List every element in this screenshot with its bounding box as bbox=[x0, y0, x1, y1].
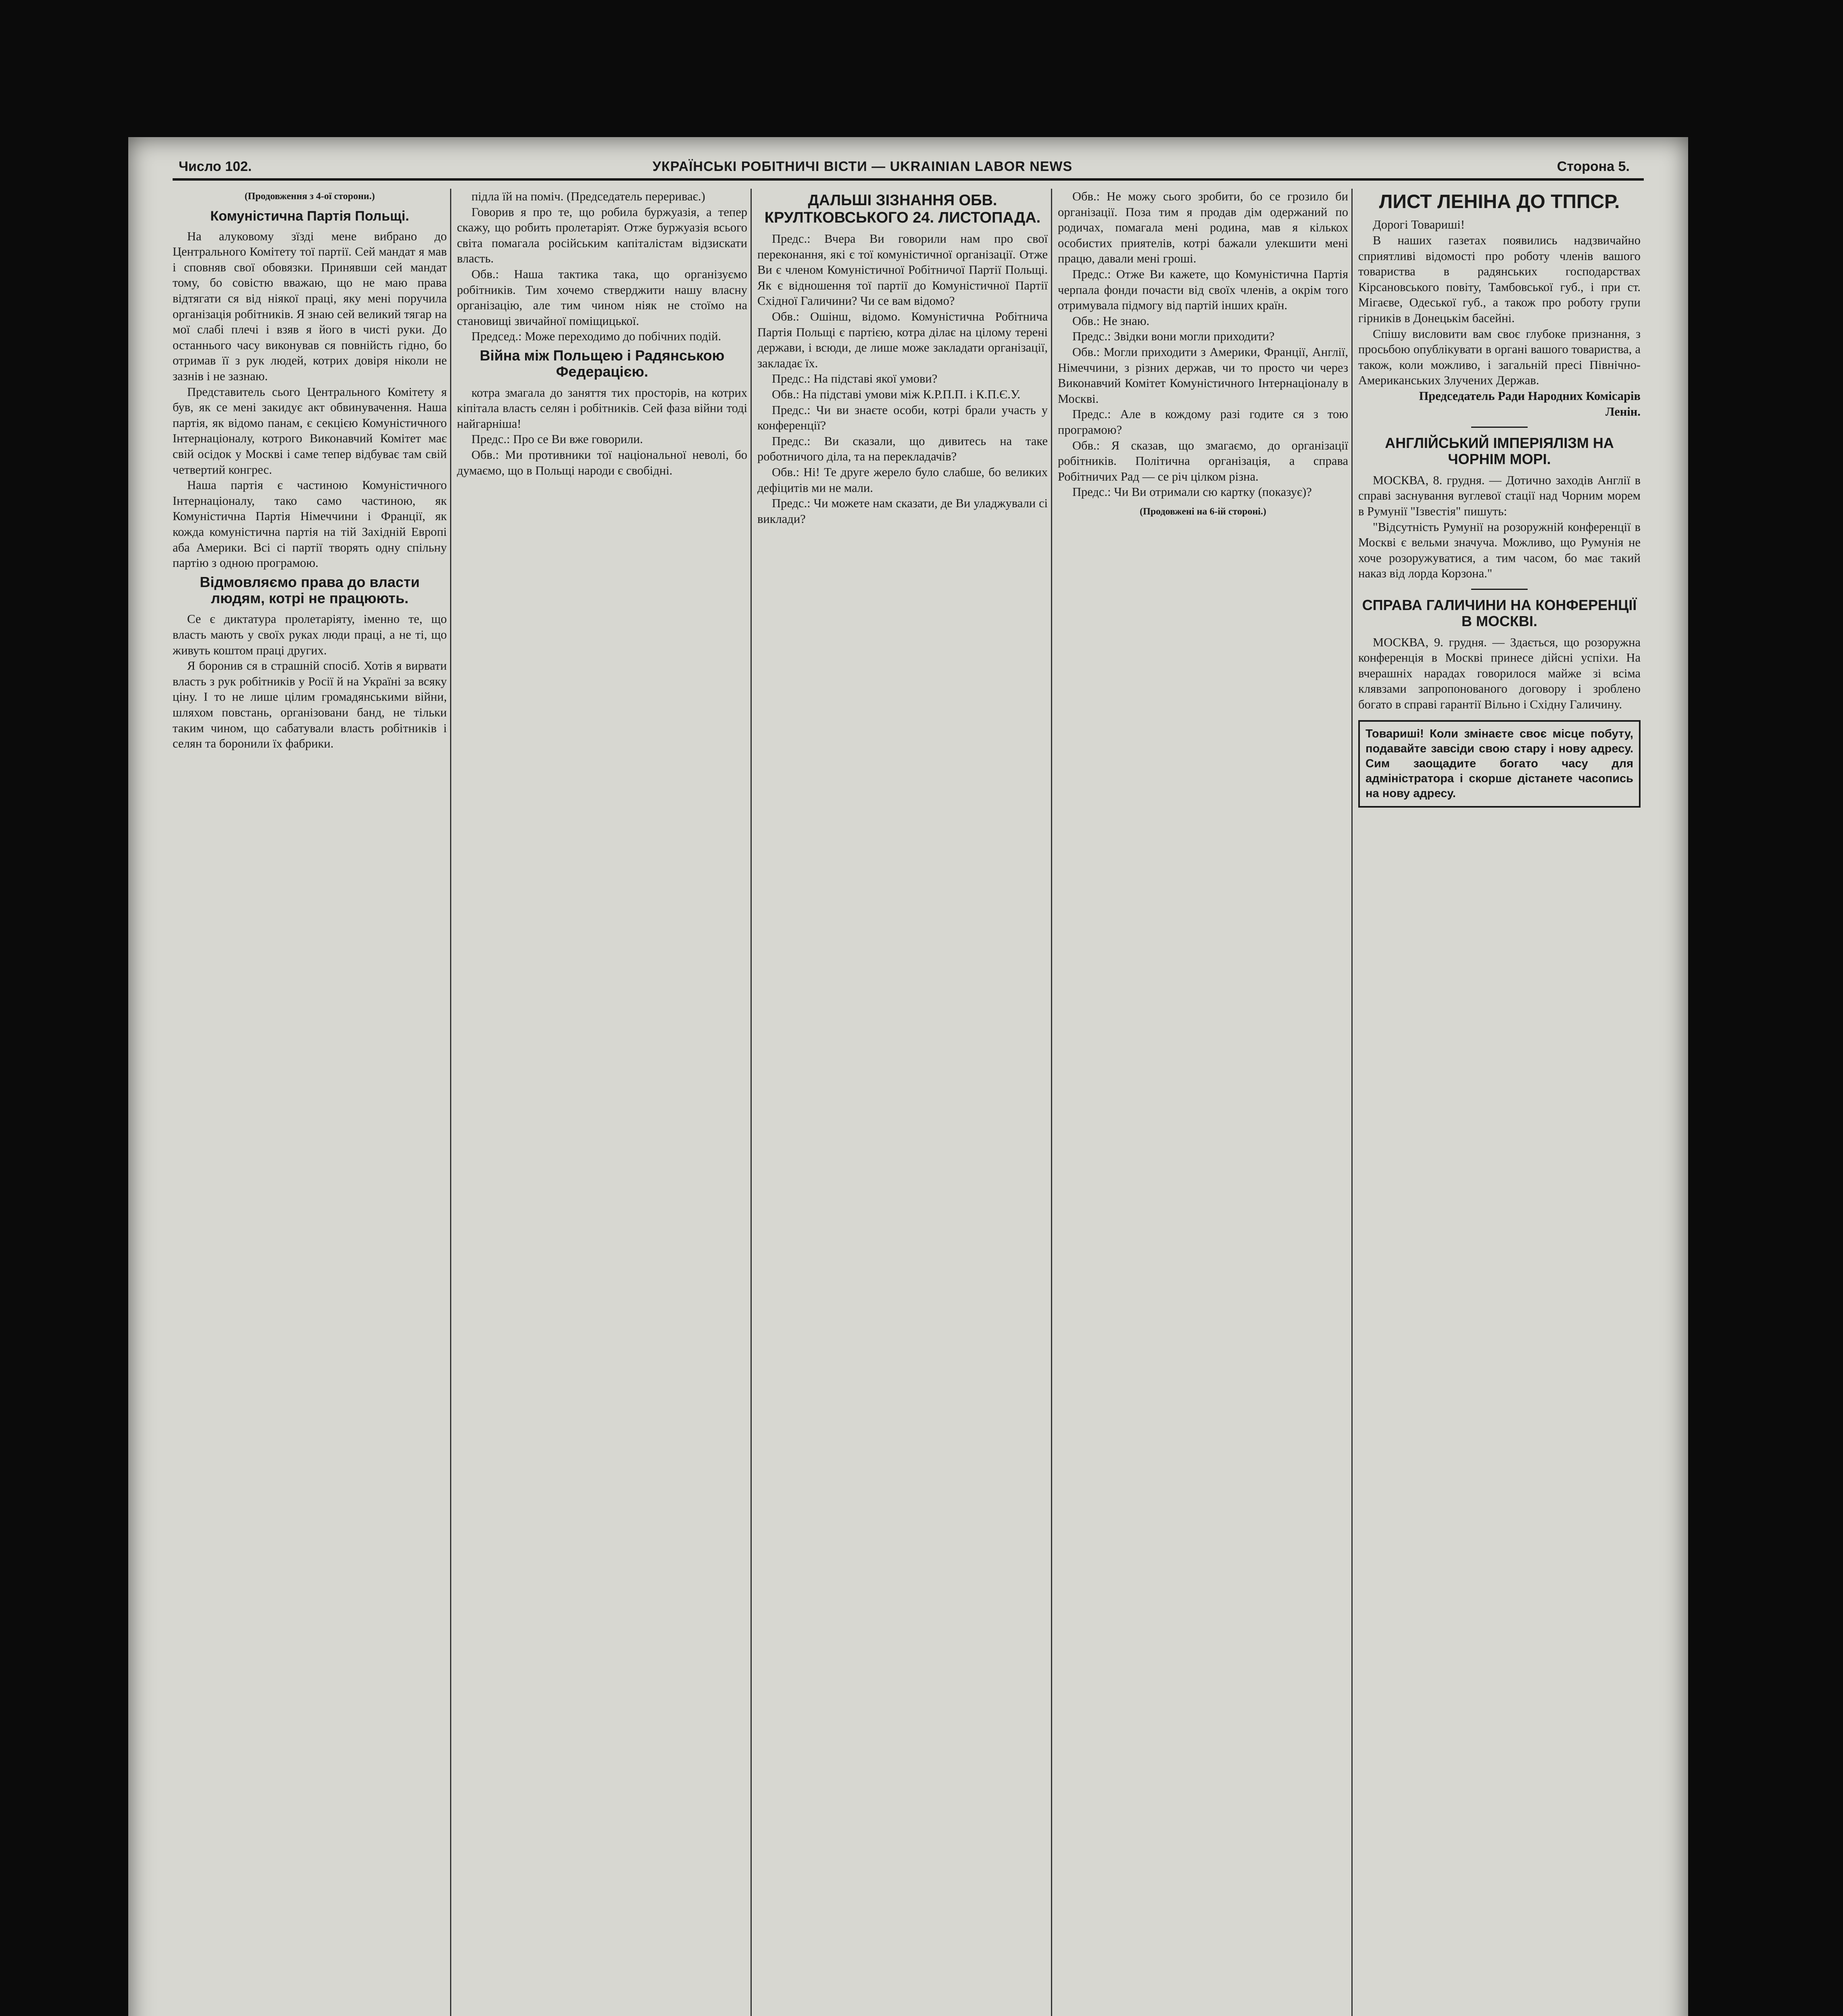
paragraph: Обв.: Могли приходити з Америки, Франції, Англії, Німеччини, з різних держав, чи то просто чи через Виконавчий Комітет Комуністичного Інтернаціоналу в Москві. bbox=[1058, 345, 1348, 406]
masthead bbox=[128, 153, 1688, 181]
paragraph: Предс.: Але в кождому разі годите ся з тою програмою? bbox=[1058, 407, 1348, 437]
paragraph: Я боронив ся в страшній спосіб. Хотів я вирвати власть з рук робітників у Росії й на Україні за всяку ціну. І то не лише цілим громадянськими війни, шляхом повстань, організовани банд, не тільки таким чином, що сабатували власть робітників і селян та боронили їх фабрики. bbox=[173, 659, 447, 751]
section-heading: Війна між Польщею і Радянською Федерацією. bbox=[480, 347, 725, 380]
paragraph: Предс.: Отже Ви кажете, що Комуністична Партія черпала фонди почасти від своїх членів, а окрім того отримувала підмогу від партій інших країн. bbox=[1058, 267, 1348, 312]
divider bbox=[1471, 589, 1528, 590]
paragraph: Предс.: Чи ви знаєте особи, котрі брали участь у конференції? bbox=[757, 403, 1048, 433]
article-headline: ЛИСТ ЛЕНІНА ДО ТППСР. bbox=[1379, 191, 1620, 212]
paragraph: Представитель сього Центрального Комітету я був, як се мені закидує акт обвинувачення. Наша партія, як відомо панам, є секцією Комуністичного Інтернаціоналу, котрого Виконавчий Комітет має свій осідок у Москві і саме тепер відбуває там свій четвертий конгрес. bbox=[173, 385, 447, 477]
paragraph: Предс.: Вчера Ви говорили нам про свої переконання, які є тої комуністичної організації. Отже Ви є членом Комуністичної Робітничої Партії Польщі. Як є відношення тої партії до Комуністичної Партії Східної Галичини? Чи се вам відомо? bbox=[757, 232, 1048, 308]
column-rule bbox=[1351, 189, 1353, 2016]
paragraph: Обв.: Наша тактика така, що організуємо робітників. Тим хочемо стверджити нашу власну організацію, але тим чином ніяк не стоїмо на становищі звичайної поміщицької. bbox=[457, 267, 747, 328]
paragraph: Предс.: Ви сказали, що дивитесь на таке роботничого діла, та на перекладачів? bbox=[757, 434, 1048, 464]
paragraph: В наших газетах появились надзвичайно сприятливі відомості про роботу членів вашого товариства в радянських господарствах Кірсановського повіту, Тамбовської губ., і при ст. Мігаєве, Одеської губ., а також про роботу групи гірників в Донецькім басейні. bbox=[1358, 233, 1641, 325]
paragraph: підла їй на поміч. (Председатель перериває.) bbox=[471, 190, 705, 203]
issue-number: Число 102. bbox=[179, 159, 252, 174]
masthead-rule bbox=[173, 178, 1644, 181]
paragraph: Предс.: На підставі якої умови? bbox=[772, 372, 938, 386]
column-5 bbox=[1358, 189, 1641, 2016]
paragraph: Се є диктатура пролетаріяту, іменно те, що власть мають у своїх руках люди праці, а не ті, що живуть коштом праці других. bbox=[173, 612, 447, 657]
paragraph: Дорогі Товариші! bbox=[1373, 218, 1465, 232]
column-rule bbox=[450, 189, 451, 2016]
newspaper-page bbox=[128, 137, 1688, 2016]
paragraph: Обв.: Я сказав, що змагаємо, до організації робітників. Політична організація, а справа Робітничих Рад — се річ цілком різна. bbox=[1058, 438, 1348, 483]
paragraph: Обв.: Ми противники тої національної неволі, бо думаємо, що в Польщі народи є свобідні. bbox=[457, 448, 747, 477]
column-1 bbox=[173, 189, 447, 2016]
signature-title: Председатель Ради Народних Комісарів bbox=[1419, 389, 1641, 403]
column-2 bbox=[457, 189, 747, 2016]
paragraph: На алуковому зїзді мене вибрано до Центрального Комітету тої партії. Сей мандат я мав і сповняв свої обовязки. Принявши сей мандат тому, бо совістю вважаю, що не маю права відтягати ся від ніякої праці, яку мені поручила організація робітників. Я знаю сей великий тягар на мої слабі плечі і взяв я його в чисті руки. До останнього часу виконував ся повнійсть гідно, бо отримав її з рук людей, котрих довіря ніколи не зазнів і не зазнаю. bbox=[173, 229, 447, 383]
paragraph: Предс.: Чи можете нам сказати, де Ви уладжували сі виклади? bbox=[757, 496, 1048, 526]
notice-box: Товариші! Коли змінаєте своє місце побуту, подавайте завсіди свою стару і нову адресу. Сим заощадите богато часу для адміністратора і скорше дістанете часопись на нову адресу. bbox=[1358, 720, 1641, 808]
column-rule bbox=[1051, 189, 1052, 2016]
signature-name: Ленін. bbox=[1605, 404, 1641, 419]
paragraph: котра змагала до заняття тих просторів, на котрих кіпітала власть селян і робітників. Сей фаза війни тоді найгарніша! bbox=[457, 385, 747, 431]
column-3 bbox=[757, 189, 1048, 2016]
paragraph: МОСКВА, 8. грудня. — Дотично заходів Англії в справі заснування вуглевої стації над Чорним морем в Румунії "Ізвестія" пишуть: bbox=[1358, 473, 1641, 518]
paragraph: Наша партія є частиною Комуністичного Інтернаціоналу, тако само частиною, як Комуністична Партія Німеччини і Франції, як кожда комуністична партія на тій Західній Европі аба Америки. Всі сі партії творять одну спільну партію з одною програмою. bbox=[173, 478, 447, 570]
paragraph: Обв.: Не знаю. bbox=[1072, 314, 1150, 328]
paragraph: Предс.: Звідки вони могли приходити? bbox=[1072, 329, 1275, 344]
paragraph: Говорив я про те, що робила буржуазія, а тепер скажу, що робить пролетаріят. Отже буржуазія всього світа помагала російським капіталістам відзискати власть. bbox=[457, 205, 747, 266]
paragraph: МОСКВА, 9. грудня. — Здається, що розоружна конференція в Москві принесе дійсні успіхи. На вчерашніх нарадах говорилося майже зі всіма клявзами запропонованого договору і зроблено богато в справі гарантії Вільно і Східну Галичину. bbox=[1358, 635, 1641, 711]
continued-note: (Продовжені на 6-ій стороні.) bbox=[1140, 506, 1266, 517]
section-heading: Відмовляємо права до власти людям, котрі не працюють. bbox=[200, 573, 420, 607]
article-headline: АНГЛІЙСЬКИЙ ІМПЕРІЯЛІЗМ НА ЧОРНІМ МОРІ. bbox=[1385, 435, 1614, 468]
newspaper-title: УКРАЇНСЬКІ РОБІТНИЧІ ВІСТИ — UKRAINIAN LABOR NEWS bbox=[653, 159, 1073, 174]
paragraph: Обв.: Не можу сього зробити, бо се грозило би організації. Поза тим я продав дім одержаний по родичах, помагала мені родина, мав я кількох особистих приятелів, котрі бажали улекшити мені працю, давали мені гроші. bbox=[1058, 190, 1348, 266]
article-headline: СПРАВА ГАЛИЧИНИ НА КОНФЕРЕНЦІЇ В МОСКВІ. bbox=[1362, 596, 1637, 630]
divider bbox=[1471, 427, 1528, 428]
paragraph: Председ.: Може переходимо до побічних подій. bbox=[471, 329, 721, 344]
page-number: Сторона 5. bbox=[1557, 159, 1630, 174]
paragraph: Обв.: Ошінш, відомо. Комуністична Робітнича Партія Польщі є партією, котра ділає на цілому терені держави, і всюди, де лише може закладати організації, закладає їх. bbox=[757, 310, 1048, 370]
column-4 bbox=[1058, 189, 1348, 2016]
section-heading: Комуністична Партія Польщі. bbox=[210, 208, 409, 224]
paragraph: Обв.: На підставі умови між К.Р.П.П. і К.П.Є.У. bbox=[772, 387, 1021, 402]
column-rule bbox=[751, 189, 752, 2016]
paragraph: Спішу висловити вам своє глубоке признання, з просьбою опублікувати в органі вашого товариства, а також, коли можливо, і загальній пресі Північно-Американських Злучених Держав. bbox=[1358, 327, 1641, 387]
article-headline: ДАЛЬШІ ЗІЗНАННЯ ОБВ. КРУЛТКОВСЬКОГО 24. ЛИСТОПАДА. bbox=[764, 192, 1041, 226]
paragraph: Предс.: Чи Ви отримали сю картку (показує)? bbox=[1072, 485, 1312, 499]
paragraph: Предс.: Про се Ви вже говорили. bbox=[471, 432, 643, 446]
continuation-note: (Продовження з 4-ої сторони.) bbox=[244, 191, 375, 202]
paragraph: "Відсутність Румунії на розоружній конференції в Москві є вельми значуча. Можливо, що Румунія не хоче розоружуватися, а тим часом, бо має такий наказ від лорда Корзона." bbox=[1358, 520, 1641, 581]
paragraph: Обв.: Ні! Те друге жерело було слабше, бо великих дефіцитів ми не мали. bbox=[757, 465, 1048, 495]
